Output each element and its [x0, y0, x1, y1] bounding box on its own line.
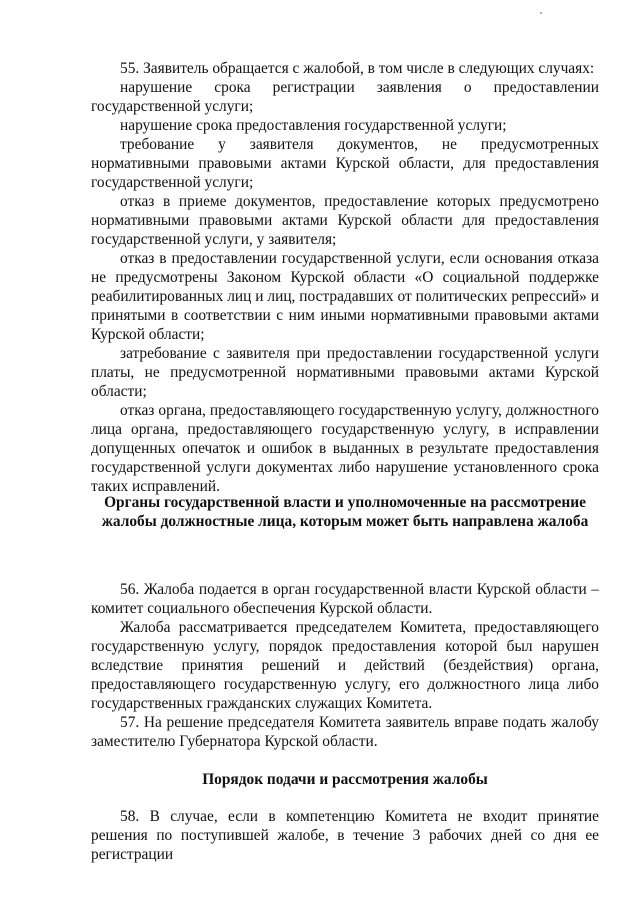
case-registration-deadline: нарушение срока регистрации заявления о предоставлении государственной услуги; — [91, 79, 599, 115]
para-55: 55. Заявитель обращается с жалобой, в том числе в следующих случаях: — [120, 60, 595, 77]
case-refusal-service: отказ в предоставлении государственной услуги, если основания отказа не предусмотрены Законом Курской области «О социальной поддержке реабилитированных лиц и лиц, пострадавших от политических репрессий» и принятыми в соответствии с ним иными нормативными правовыми актами Курской области; — [91, 250, 599, 343]
case-extra-documents: требование у заявителя документов, не предусмотренных нормативными правовыми актами Курской области, для предоставления государственной услуги; — [91, 136, 599, 191]
para-56-review: Жалоба рассматривается председателем Комитета, предоставляющего государственную услугу, порядок предоставления которой был нарушен вследствие принятия решений и действий (бездействия) органа, предоставляющего государственную услугу, его должностного лица либо государственных гражданских служащих Комитета. — [91, 619, 599, 712]
block-complaint-cases — [91, 59, 599, 496]
case-refusal-corrections: отказ органа, предоставляющего государственную услугу, должностного лица органа, предоставляющего государственную услугу, в исправлении допущенных опечаток и ошибок в выданных в результате предоставления государственной услуги документах либо нарушение установленного срока таких исправлений. — [91, 402, 599, 495]
case-refusal-acceptance: отказ в приеме документов, предоставление которых предусмотрено нормативными правовыми актами Курской области для предоставления государственной услуги, у заявителя; — [91, 193, 599, 248]
scan-speck — [540, 12, 542, 14]
para-57: 57. На решение председателя Комитета заявитель вправе подать жалобу заместителю Губернатора Курской области. — [91, 714, 599, 750]
case-illegal-fee: затребование с заявителя при предоставлении государственной услуги платы, не предусмотренной нормативными правовыми актами Курской области; — [91, 345, 599, 400]
heading-procedure: Порядок подачи и рассмотрения жалобы — [202, 771, 488, 788]
block-authorities — [91, 580, 599, 751]
para-56: 56. Жалоба подается в орган государственной власти Курской области – комитет социального обеспечения Курской области. — [91, 581, 599, 617]
heading-authorities: Органы государственной власти и уполномоченные на рассмотрение жалобы должностные лица, которым может быть направлена жалоба — [101, 494, 589, 530]
para-58: 58. В случае, если в компетенцию Комитета не входит принятие решения по поступившей жалобе, в течение 3 рабочих дней со дня ее регистрации — [91, 808, 599, 863]
block-procedure — [91, 807, 599, 864]
case-service-deadline: нарушение срока предоставления государственной услуги; — [120, 117, 507, 134]
